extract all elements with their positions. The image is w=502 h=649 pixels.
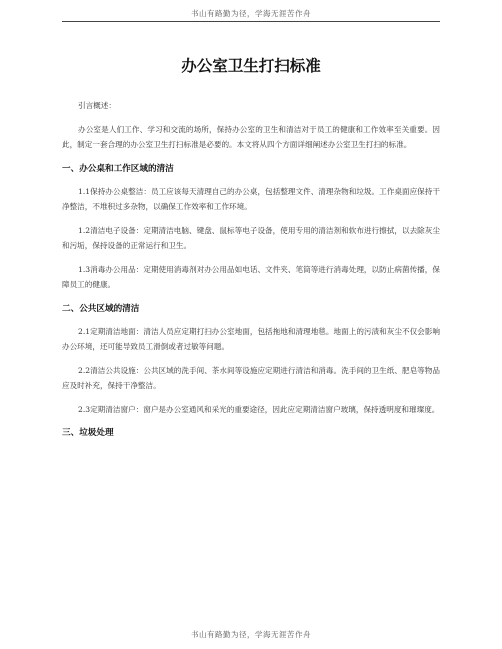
header-divider [62,21,440,22]
section-2-paragraph-3: 2.3定期清洁窗户：窗户是办公室通风和采光的重要途径，因此应定期清洁窗户玻璃，保持透明度和璀璨度。 [78,404,440,414]
document-body [62,56,440,440]
document-title: 办公室卫生打扫标准 [181,57,321,75]
section-1-paragraph-2: 1.2清洁电子设备：定期清洁电脑、键盘、鼠标等电子设备，使用专用的清洁剂和软布进行擦拭，以去除灰尘和污垢，保持设备的正常运行和卫生。 [62,225,440,250]
section-heading-1: 一、办公桌和工作区域的清洁 [62,163,174,174]
section-1-paragraph-3: 1.3消毒办公用品：定期使用消毒剂对办公用品如电话、文件夹、笔筒等进行消毒处理，以防止病菌传播，保障员工的健康。 [62,264,440,289]
section-1-paragraph-1: 1.1保持办公桌整洁：员工应该每天清理自己的办公桌，包括整理文件、清理杂物和垃圾。工作桌面应保持干净整洁，不堆积过多杂物，以确保工作效率和工作环境。 [62,186,440,211]
section-heading-2: 二、公共区域的清洁 [62,303,140,314]
page-header: 书山有路勤为径，学海无涯苦作舟 [191,9,311,18]
page-footer: 书山有路勤为径，学海无涯苦作舟 [191,630,311,639]
section-heading-3: 三、垃圾处理 [62,428,114,438]
section-2-paragraph-1: 2.1定期清洁地面：清洁人员应定期打扫办公室地面，包括拖地和清理地毯。地面上的污渍和灰尘不仅会影响办公环境，还可能导致员工滑倒或者过敏等问题。 [62,326,440,351]
intro-paragraph: 办公室是人们工作、学习和交流的场所，保持办公室的卫生和清洁对于员工的健康和工作效率至关重要。因此，制定一套合理的办公室卫生打扫标准是必要的。本文将从四个方面详细阐述办公室卫生打扫的标准。 [62,124,440,149]
intro-label: 引言概述： [78,101,116,110]
section-2-paragraph-2: 2.2清洁公共设施：公共区域的洗手间、茶水间等设施应定期进行清洁和消毒。洗手间的卫生纸、肥皂等物品应及时补充，保持干净整洁。 [62,365,440,390]
